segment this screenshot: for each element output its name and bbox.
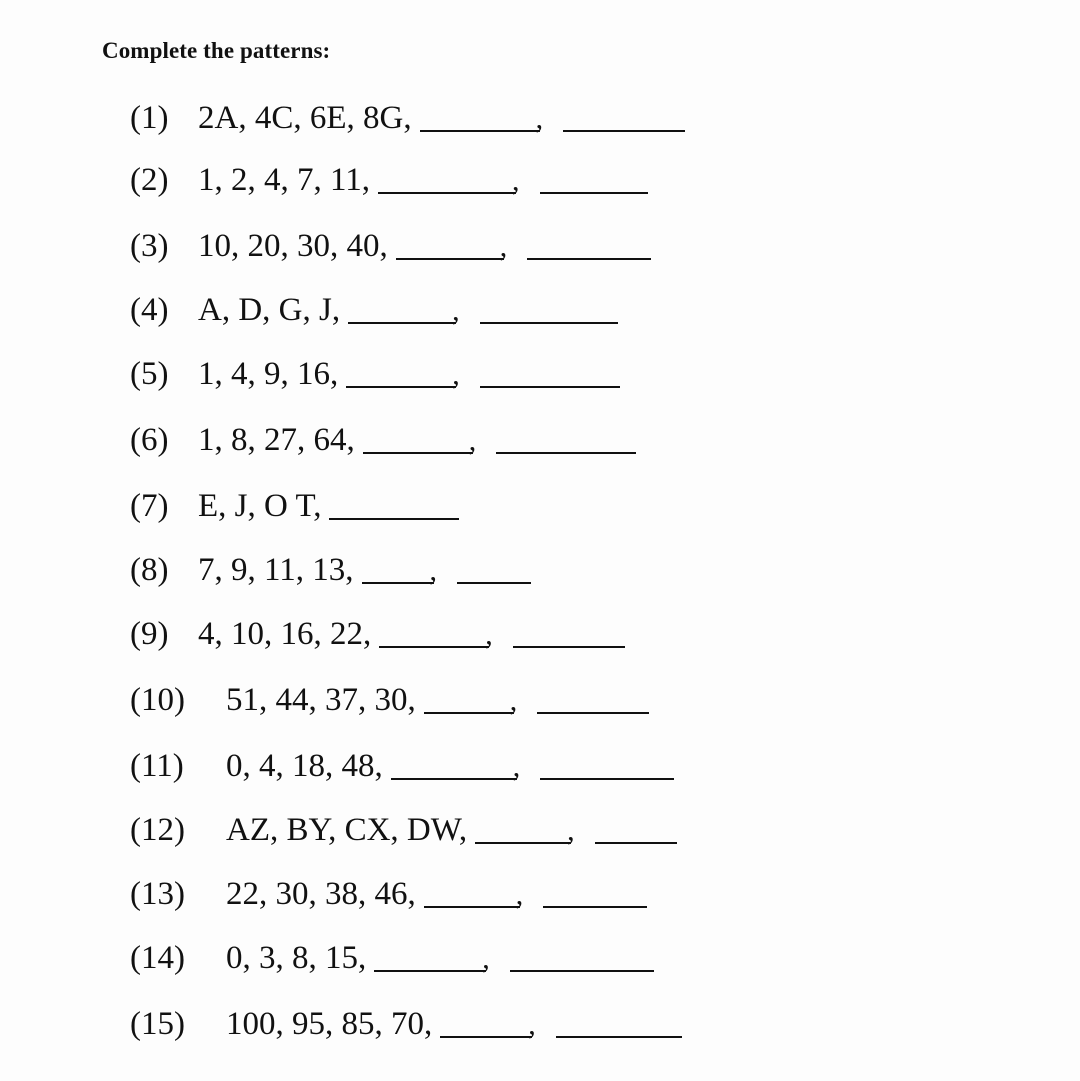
answer-blank-2[interactable] bbox=[556, 1012, 682, 1038]
answer-blank-2[interactable] bbox=[496, 428, 636, 454]
item-sequence: 1, 4, 9, 16, bbox=[198, 356, 339, 392]
item-sequence: 1, 8, 27, 64, bbox=[198, 422, 355, 458]
answer-blank-1[interactable] bbox=[348, 298, 456, 324]
pattern-item bbox=[130, 552, 531, 592]
item-number: (15) bbox=[130, 1006, 185, 1042]
answer-blank-2[interactable] bbox=[480, 298, 618, 324]
answer-blank-2[interactable] bbox=[540, 754, 674, 780]
item-sequence: 100, 95, 85, 70, bbox=[226, 1006, 433, 1042]
blank-separator: , bbox=[512, 750, 521, 783]
item-sequence: 51, 44, 37, 30, bbox=[226, 682, 416, 718]
blank-separator: , bbox=[468, 424, 477, 457]
blank-separator: , bbox=[567, 814, 575, 847]
answer-blank-1[interactable] bbox=[420, 106, 540, 132]
answer-blank-1[interactable] bbox=[378, 168, 516, 194]
item-sequence: AZ, BY, CX, DW, bbox=[226, 812, 468, 848]
answer-blank-2[interactable] bbox=[595, 818, 677, 844]
answer-blank-2[interactable] bbox=[457, 558, 531, 584]
pattern-item bbox=[130, 356, 620, 396]
item-sequence: 4, 10, 16, 22, bbox=[198, 616, 372, 652]
item-number: (2) bbox=[130, 162, 169, 198]
answer-blank-2[interactable] bbox=[563, 106, 685, 132]
item-number: (6) bbox=[130, 422, 169, 458]
pattern-item bbox=[130, 228, 651, 268]
blank-separator: , bbox=[429, 554, 438, 587]
item-number: (12) bbox=[130, 812, 185, 848]
pattern-item bbox=[130, 748, 674, 788]
item-sequence: 7, 9, 11, 13, bbox=[198, 552, 354, 588]
answer-blank-2[interactable] bbox=[513, 622, 625, 648]
item-sequence: 22, 30, 38, 46, bbox=[226, 876, 416, 912]
pattern-item bbox=[130, 940, 654, 980]
item-number: (7) bbox=[130, 488, 169, 524]
blank-separator: , bbox=[509, 684, 518, 717]
pattern-item bbox=[130, 812, 677, 852]
pattern-item bbox=[130, 876, 647, 916]
item-sequence: 2A, 4C, 6E, 8G, bbox=[198, 100, 412, 136]
pattern-item bbox=[130, 1006, 682, 1046]
item-sequence: 1, 2, 4, 7, 11, bbox=[198, 162, 371, 198]
answer-blank-2[interactable] bbox=[527, 234, 651, 260]
item-sequence: 0, 4, 18, 48, bbox=[226, 748, 383, 784]
pattern-item bbox=[130, 488, 459, 528]
blank-separator: , bbox=[499, 230, 508, 263]
item-number: (4) bbox=[130, 292, 169, 328]
blank-separator: , bbox=[452, 358, 460, 391]
pattern-item bbox=[130, 616, 625, 656]
pattern-item bbox=[130, 422, 636, 462]
answer-blank-1[interactable] bbox=[363, 428, 473, 454]
answer-blank-2[interactable] bbox=[537, 688, 649, 714]
answer-blank-1[interactable] bbox=[424, 688, 514, 714]
answer-blank-1[interactable] bbox=[424, 882, 520, 908]
blank-separator: , bbox=[512, 164, 520, 197]
blank-separator: , bbox=[528, 1008, 536, 1041]
pattern-item bbox=[130, 162, 648, 202]
answer-blank-2[interactable] bbox=[480, 362, 620, 388]
item-sequence: E, J, O T, bbox=[198, 488, 322, 524]
pattern-item bbox=[130, 100, 685, 140]
item-number: (8) bbox=[130, 552, 169, 588]
answer-blank-2[interactable] bbox=[510, 946, 654, 972]
answer-blank-1[interactable] bbox=[475, 818, 571, 844]
item-sequence: 10, 20, 30, 40, bbox=[198, 228, 388, 264]
item-number: (1) bbox=[130, 100, 169, 136]
blank-separator: , bbox=[515, 878, 524, 911]
answer-blank-1[interactable] bbox=[396, 234, 504, 260]
answer-blank-1[interactable] bbox=[329, 494, 459, 520]
pattern-item bbox=[130, 682, 649, 722]
answer-blank-2[interactable] bbox=[543, 882, 647, 908]
answer-blank-1[interactable] bbox=[362, 558, 434, 584]
item-number: (14) bbox=[130, 940, 185, 976]
blank-separator: , bbox=[482, 942, 490, 975]
blank-separator: , bbox=[535, 102, 544, 135]
item-sequence: 0, 3, 8, 15, bbox=[226, 940, 367, 976]
worksheet-heading: Complete the patterns: bbox=[102, 38, 331, 63]
blank-separator: , bbox=[452, 294, 460, 327]
answer-blank-1[interactable] bbox=[391, 754, 517, 780]
item-number: (3) bbox=[130, 228, 169, 264]
item-number: (13) bbox=[130, 876, 185, 912]
answer-blank-1[interactable] bbox=[346, 362, 456, 388]
item-number: (10) bbox=[130, 682, 185, 718]
answer-blank-1[interactable] bbox=[374, 946, 486, 972]
item-sequence: A, D, G, J, bbox=[198, 292, 341, 328]
answer-blank-1[interactable] bbox=[440, 1012, 532, 1038]
answer-blank-1[interactable] bbox=[379, 622, 489, 648]
item-number: (11) bbox=[130, 748, 184, 784]
item-number: (9) bbox=[130, 616, 169, 652]
item-number: (5) bbox=[130, 356, 169, 392]
pattern-item bbox=[130, 292, 618, 332]
blank-separator: , bbox=[485, 618, 493, 651]
answer-blank-2[interactable] bbox=[540, 168, 648, 194]
